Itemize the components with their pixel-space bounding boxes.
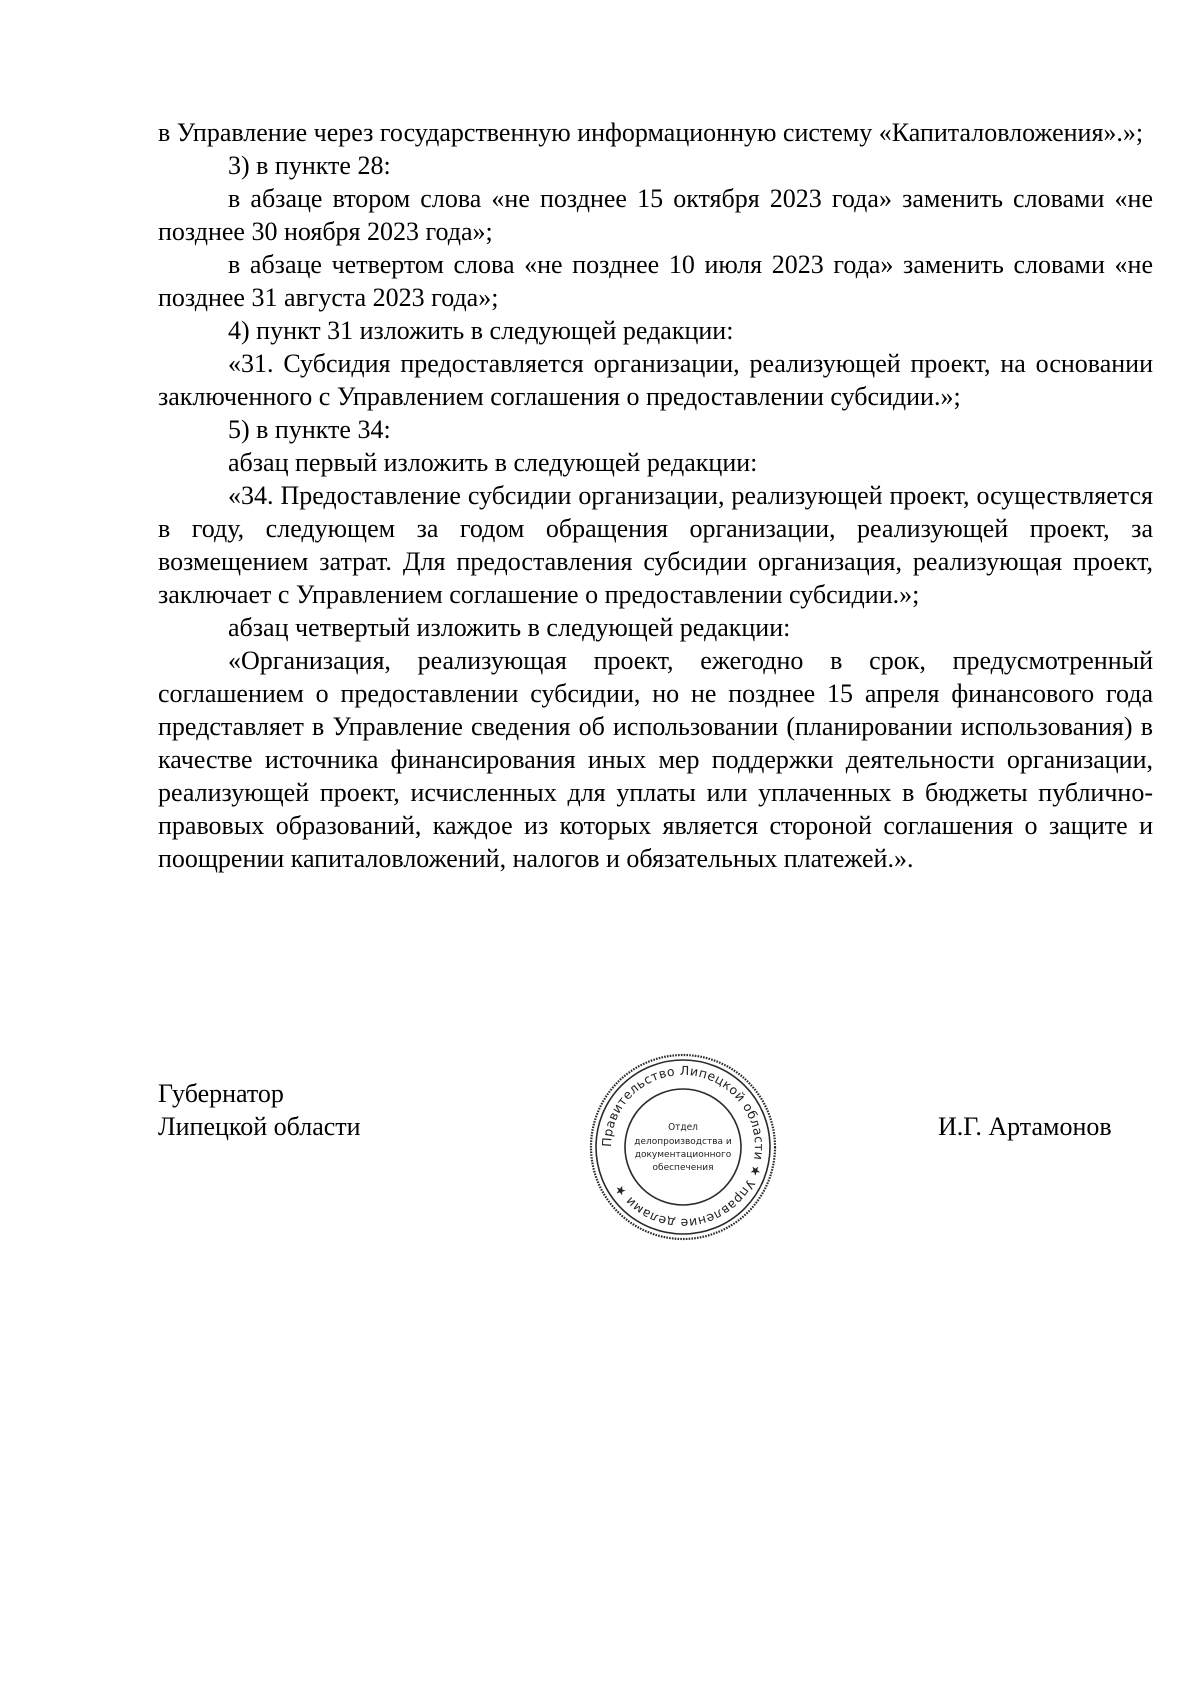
- paragraph-item-3-abzac-4: в абзаце четвертом слова «не позднее 10 июля 2023 года» заменить словами «не позднее 31 августа 2023 года»;: [158, 250, 1153, 312]
- signer-name: И.Г. Артамонов: [938, 1112, 1112, 1141]
- paragraph-item-4-text: «31. Субсидия предоставляется организации, реализующей проект, на основании заключенного с Управлением соглашения о предоставлении субсидии.»;: [158, 349, 1153, 411]
- seal-outer-text: Правительство Липецкой области ★ Управление делами ★: [598, 1062, 768, 1232]
- paragraph-item-5: 5) в пункте 34:: [228, 415, 391, 444]
- paragraph-item-3-abzac-2: в абзаце втором слова «не позднее 15 октября 2023 года» заменить словами «не позднее 30 ноября 2023 года»;: [158, 184, 1153, 246]
- paragraph-continuation: в Управление через государственную информационную систему «Капиталовложения».»;: [158, 118, 1144, 147]
- signature-position-line2: Липецкой области: [158, 1112, 361, 1141]
- seal-center-line4: обеспечения: [652, 1163, 714, 1173]
- document-body: [158, 116, 1153, 875]
- seal-graphic: [586, 1050, 780, 1244]
- paragraph-item-4: 4) пункт 31 изложить в следующей редакции:: [228, 316, 734, 345]
- paragraph-item-5-abzac-4-text: «Организация, реализующая проект, ежегодно в срок, предусмотренный соглашением о предоставлении субсидии, но не позднее 15 апреля финансового года представляет в Управление сведения об использовании (планировании использования) в качестве источника финансирования иных мер поддержки деятельности организации, реализующей проект, исчисленных для уплаты или уплаченных в бюджеты публично-правовых образований, каждое из которых является стороной соглашения о защите и поощрении капиталовложений, налогов и обязательных платежей.».: [158, 646, 1153, 873]
- signature-position-line1: Губернатор: [158, 1079, 284, 1108]
- seal-center-line3: документационного: [634, 1150, 732, 1160]
- paragraph-item-5-abzac-1-text: «34. Предоставление субсидии организации, реализующей проект, осуществляется в году, следующем за годом обращения организации, реализующей проект, за возмещением затрат. Для предоставления субсидии организация, реализующая проект, заключает с Управлением соглашение о предоставлении субсидии.»;: [158, 481, 1153, 609]
- paragraph-item-5-abzac-1: абзац первый изложить в следующей редакции:: [228, 448, 758, 477]
- seal-center-line2: делопроизводства и: [634, 1137, 732, 1147]
- seal-center-line1: Отдел: [668, 1122, 698, 1133]
- signature-position: [158, 1077, 361, 1143]
- paragraph-item-3: 3) в пункте 28:: [228, 151, 391, 180]
- official-seal-stamp: [586, 1050, 780, 1244]
- paragraph-item-5-abzac-4: абзац четвертый изложить в следующей редакции:: [228, 613, 791, 642]
